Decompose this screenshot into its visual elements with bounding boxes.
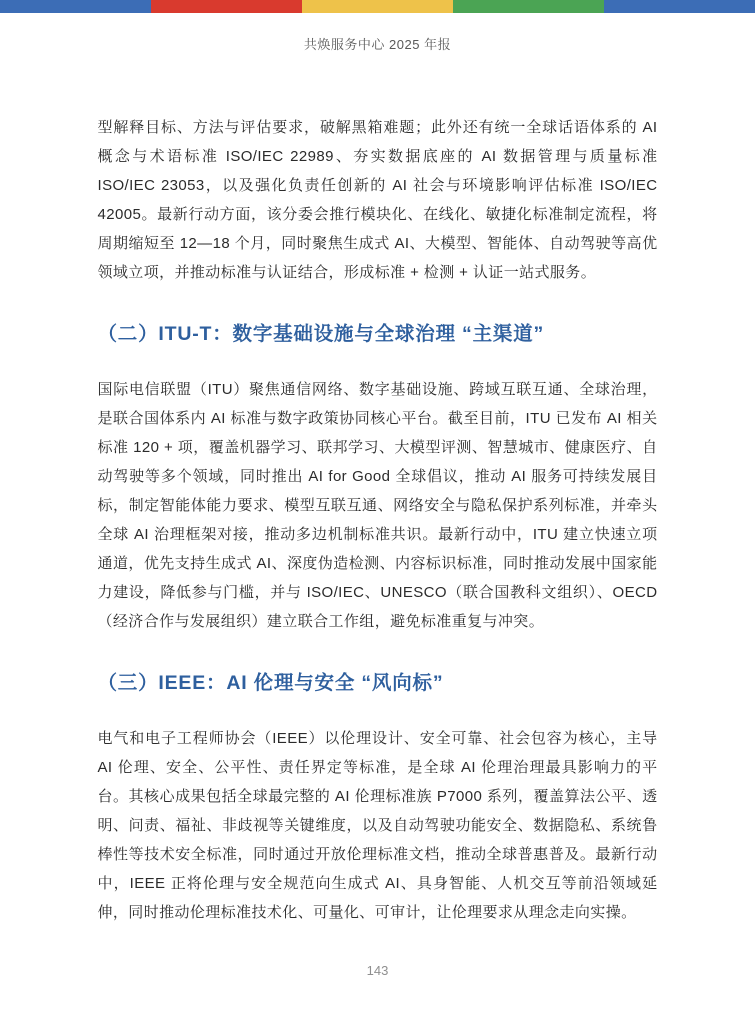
color-bar-segment-red xyxy=(151,0,302,13)
heading-ieee: （三）IEEE：AI 伦理与安全 “风向标” xyxy=(97,672,444,694)
color-bar-segment-yellow xyxy=(302,0,453,13)
color-bar-segment-blue-left xyxy=(0,0,151,13)
paragraph-ieee: 电气和电子工程师协会（IEEE）以伦理设计、安全可靠、社会包容为核心，主导 AI 伦理、安全、公平性、责任界定等标准，是全球 AI 伦理治理最具影响力的平台。其核心成果包括全球最完整的 AI 伦理标准族 P7000 系列，覆盖算法公平、透明、问责、福祉、非歧视等关键维度，以及自动驾驶功能安全、数据隐私、系统鲁棒性等技术安全标准，同时通过开放伦理标准文档，推动全球普惠普及。最新行动中，IEEE 正将伦理与安全规范向生成式 AI、具身智能、人机交互等前沿领域延伸，同时推动伦理标准技术化、可量化、可审计，让伦理要求从理念走向实操。 xyxy=(97,730,658,921)
paragraph-itu: 国际电信联盟（ITU）聚焦通信网络、数字基础设施、跨域互联互通、全球治理，是联合国体系内 AI 标准与数字政策协同核心平台。截至目前，ITU 已发布 AI 相关标准 120 + 项，覆盖机器学习、联邦学习、大模型评测、智慧城市、健康医疗、自动驾驶等多个领域，同时推出 AI for Good 全球倡议，推动 AI 服务可持续发展目标，制定智能体能力要求、模型互联互通、网络安全与隐私保护系列标准，并牵头全球 AI 治理框架对接，推动多边机制标准共识。最新行动中，ITU 建立快速立项通道，优先支持生成式 AI、深度伪造检测、内容标识标准，同时推动发展中国家能力建设，降低参与门槛，并与 ISO/IEC、UNESCO（联合国教科文组织）、OECD（经济合作与发展组织）建立联合工作组，避免标准重复与冲突。 xyxy=(97,381,658,630)
color-bar-segment-blue-right xyxy=(604,0,755,13)
page-body xyxy=(98,53,658,927)
report-header-title: 共焕服务中心 2025 年报 xyxy=(303,37,452,52)
paragraph-iso-standards: 型解释目标、方法与评估要求，破解黑箱难题；此外还有统一全球话语体系的 AI 概念与术语标准 ISO/IEC 22989、夯实数据底座的 AI 数据管理与质量标准 ISO/IEC 23053，以及强化负责任创新的 AI 社会与环境影响评估标准 ISO/IEC 42005。最新行动方面，该分委会推行模块化、在线化、敏捷化标准制定流程，将周期缩短至 12—18 个月，同时聚焦生成式 AI、大模型、智能体、自动驾驶等高优领域立项，并推动标准与认证结合，形成标准 + 检测 + 认证一站式服务。 xyxy=(97,119,658,281)
top-color-bar xyxy=(0,0,755,13)
heading-itu-t: （二）ITU-T：数字基础设施与全球治理 “主渠道” xyxy=(97,323,545,345)
page-number: 143 xyxy=(366,963,389,978)
color-bar-segment-green xyxy=(453,0,604,13)
